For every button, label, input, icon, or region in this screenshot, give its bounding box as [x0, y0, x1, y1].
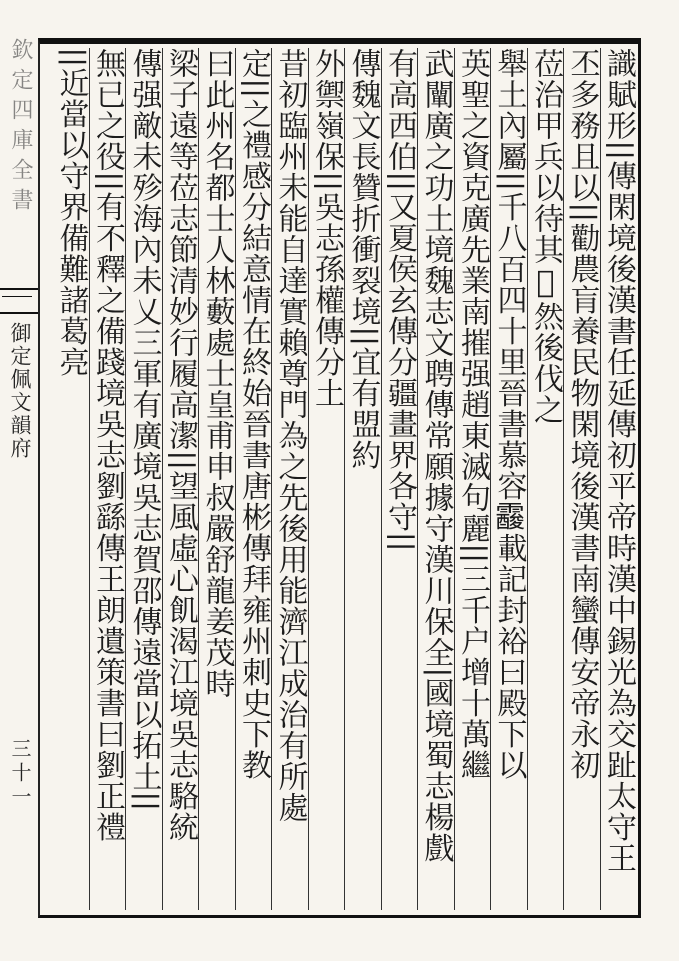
text-column-8: 傳魏文長贊折衝裂境∣∣宜有盟約 — [344, 48, 381, 910]
page-number: 三十一 — [8, 738, 32, 810]
text-column-15: 無已之役∣∣有不釋之備踐境吳志劉繇傳王朗遺策書曰劉正禮 — [89, 48, 126, 910]
text-columns — [42, 48, 636, 910]
fish-tail-mark — [0, 288, 38, 314]
text-column-2: 丕多務且以∣∣勸農肓養民物閑境後漢書南蠻傳安帝永初 — [563, 48, 600, 910]
text-column-4: 舉土內屬∣∣千八百四十里晉書慕容𩆑載記封裕曰殿下以 — [490, 48, 527, 910]
text-column-13: 梁子遠等莅志節清妙行履高潔∣∣望風虛心飢渴江境吳志駱統 — [162, 48, 199, 910]
text-column-14: 傳强敵未殄海內未乂三軍有廣境吳志賀邵傳遠當以拓土∣∣ — [125, 48, 162, 910]
page-gutter — [0, 38, 38, 918]
text-column-16: ∣∣近當以守界備難諸葛亮 — [53, 48, 89, 378]
text-column-1: 識賦形∣∣傳閑境後漢書任延傳初平帝時漢中錫光為交趾太守王 — [600, 48, 637, 910]
text-column-9: 外禦嶺保∣∣吳志孫權傳分土 — [308, 48, 345, 910]
book-title: 欽定四庫全書 — [8, 38, 33, 218]
text-column-11: 定∣∣之禮感分結意情在終始晉書唐彬傳拜雍州刺史下教 — [235, 48, 272, 910]
text-column-3: 莅治甲兵以待其𢧐然後伐之 — [527, 48, 564, 910]
text-column-10: 昔初臨州未能自達實賴尊門為之先後用能濟江成治有所處 — [271, 48, 308, 910]
text-column-6: 武闡廣之功土境魏志文聘傳常願據守漢川保全∣國境蜀志楊戲 — [417, 48, 454, 910]
text-column-7: 有高西伯∣∣又夏侯玄傳分疆畫界各守∣∣ — [381, 48, 418, 910]
book-subtitle: 御定佩文韻府 — [8, 322, 32, 460]
text-column-12: 曰此州名都士人林藪處士皇甫申叔嚴舒龍姜茂時 — [198, 48, 235, 910]
text-column-5: 英聖之資克廣先業南摧强趙東滅句麗∣∣三千户增十萬繼 — [454, 48, 491, 910]
